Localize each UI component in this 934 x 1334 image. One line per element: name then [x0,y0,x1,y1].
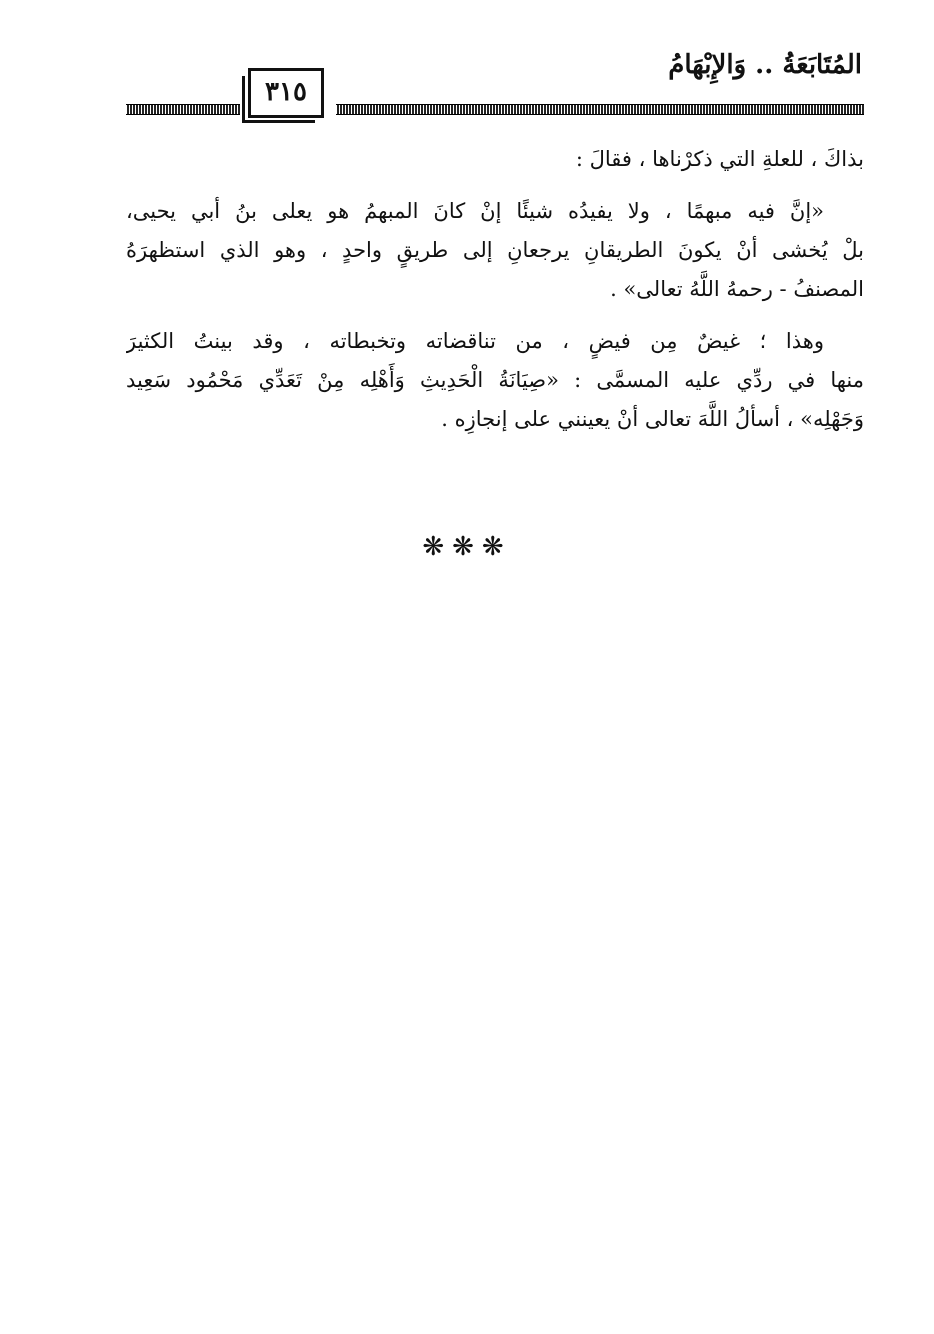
header-rule-left [126,104,240,115]
text-line: بلْ يُخشى أنْ يكونَ الطريقانِ يرجعانِ إلى طريقٍ واحدٍ ، وهو الذي استظهرَهُ [126,238,864,262]
text-line: المصنفُ - رحمهُ اللَّهُ تعالى» . [610,277,864,301]
text-line: بذاكَ ، للعلةِ التي ذكرْناها ، فقالَ : [575,147,864,171]
text-line: وَجَهْلِه» ، أسألُ اللَّهَ تعالى أنْ يعينني على إنجازِه . [441,407,864,431]
page-number: ٣١٥ [265,77,307,107]
paragraph-3 [126,322,864,439]
paragraph-2-quote [126,192,864,309]
text-line: وهذا ؛ غيضٌ مِن فيضٍ ، من تناقضاته وتخبطاته ، وقد بينتُ الكثيرَ [126,329,824,353]
page-number-box [248,68,324,118]
paragraph-1 [126,140,864,179]
section-separator: ❋❋❋ [422,532,512,562]
paragraph-gap [126,179,864,192]
running-title: المُتَابَعَةُ .. وَالإِبْهَامُ [668,50,862,80]
text-line: «إنَّ فيه مبهمًا ، ولا يفيدُه شيئًا إنْ كانَ المبهمُ هو يعلى بنُ أبي يحيى، [126,199,824,223]
header-rule-right [336,104,864,115]
paragraph-gap [126,309,864,322]
text-line: منها في ردِّي عليه المسمَّى : «صِيَانَةُ الْحَدِيثِ وَأَهْلِه مِنْ تَعَدِّي مَحْمُود سَعِيد [126,368,864,392]
body-text [126,140,864,439]
